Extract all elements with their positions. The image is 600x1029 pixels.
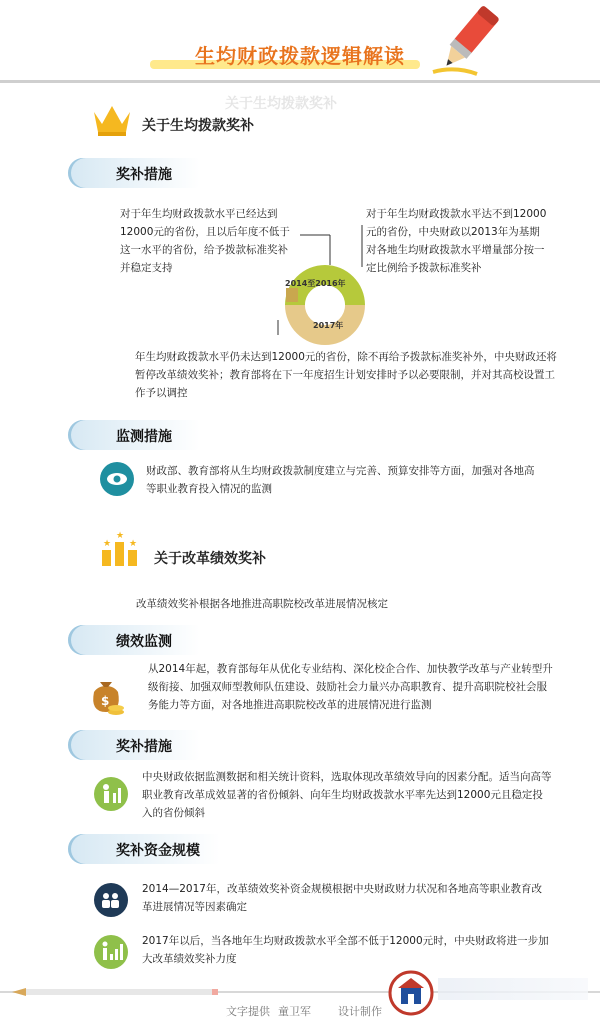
group-icon [93, 882, 129, 918]
money-bag-icon [84, 672, 128, 716]
crown-icon [92, 102, 132, 136]
credit-label-design: 设计制作 [338, 1005, 382, 1018]
watermark-banner [438, 978, 588, 1000]
page-title: 生均财政拨款逻辑解读 [195, 44, 405, 68]
credit-label-text: 文字提供 [226, 1005, 270, 1018]
title-divider [0, 80, 600, 83]
left-text-block: 对于年生均财政拨款水平已经达到12000元的省份，且以后年度不低于这一水平的省份，给予拨款标准奖补并稳定支持 [120, 208, 290, 274]
credit-name-text: 童卫军 [278, 1005, 311, 1018]
section-heading-reform: 关于改革绩效奖补 [154, 551, 266, 567]
tab-label: 绩效监测 [116, 634, 172, 650]
svg-text:★: ★ [129, 539, 138, 549]
tab-monitoring-measures [68, 420, 200, 450]
growth-icon [93, 934, 129, 970]
donut-label-2017: 2017年 [313, 321, 344, 330]
donut-chart [270, 225, 380, 355]
ghost-heading: 关于生均拨款奖补 [225, 96, 337, 112]
tab-fund-scale [68, 834, 220, 864]
right-text-block: 对于年生均财政拨款水平达不到12000元的省份，中央财政以2013年为基期对各地生均财政拨款水平增量部分按一定比例给予拨款标准奖补 [366, 208, 547, 274]
eye-icon [99, 461, 135, 497]
bar-stars-icon [98, 528, 142, 568]
school-logo-icon [388, 970, 434, 1016]
scale-text-1: 2014—2017年，改革绩效奖补资金规模根据中央财政财力状况和各地高等职业教育改革进展情况等因素确定 [142, 883, 542, 913]
tab-label: 奖补措施 [116, 167, 172, 183]
tab-reward-measures [68, 158, 200, 188]
tab-reward-measures-2 [68, 730, 200, 760]
person-chart-icon [93, 776, 129, 812]
reward-text: 中央财政依据监测数据和相关统计资料，选取体现改革绩效导向的因素分配。适当向高等职业教育改革成效显著的省份倾斜、向年生均财政拨款水平率先达到12000元且稳定投入的省份倾斜 [142, 771, 552, 819]
svg-text:★: ★ [103, 539, 112, 549]
monitor-text: 财政部、教育部将从生均财政拨款制度建立与完善、预算安排等方面，加强对各地高等职业教育投入情况的监测 [146, 465, 535, 495]
scale-text-2: 2017年以后，当各地年生均财政拨款水平全部不低于12000元时，中央财政将进一步加大改革绩效奖补力度 [142, 935, 549, 965]
section-heading-subsidy: 关于生均拨款奖补 [142, 118, 254, 134]
tab-performance-monitoring [68, 625, 200, 655]
tab-label: 奖补措施 [116, 739, 172, 755]
tab-label: 监测措施 [116, 429, 172, 445]
marker-pen-icon [425, 2, 505, 82]
donut-label-2014-2016: 2014至2016年 [285, 279, 346, 288]
reform-intro: 改革绩效奖补根据各地推进高职院校改革进展情况核定 [136, 598, 388, 610]
performance-text: 从2014年起，教育部每年从优化专业结构、深化校企合作、加快教学改革与产业转型升级衔接、加强双师型教师队伍建设、鼓励社会力量兴办高职教育、提升高职院校社会服务能力等方面，对各地推进高职院校改革的进展情况进行监测 [148, 663, 553, 711]
tab-label: 奖补资金规模 [116, 843, 200, 859]
svg-text:★: ★ [116, 531, 125, 541]
bottom-text-block: 年生均财政拨款水平仍未达到12000元的省份，除不再给予拨款标准奖补外，中央财政还将暂停改革绩效奖补；教育部将在下一年度招生计划安排时予以必要限制，并对其高校设置工作予以调控 [135, 351, 557, 399]
pencil-icon [12, 985, 222, 999]
svg-text:$: $ [101, 694, 110, 708]
